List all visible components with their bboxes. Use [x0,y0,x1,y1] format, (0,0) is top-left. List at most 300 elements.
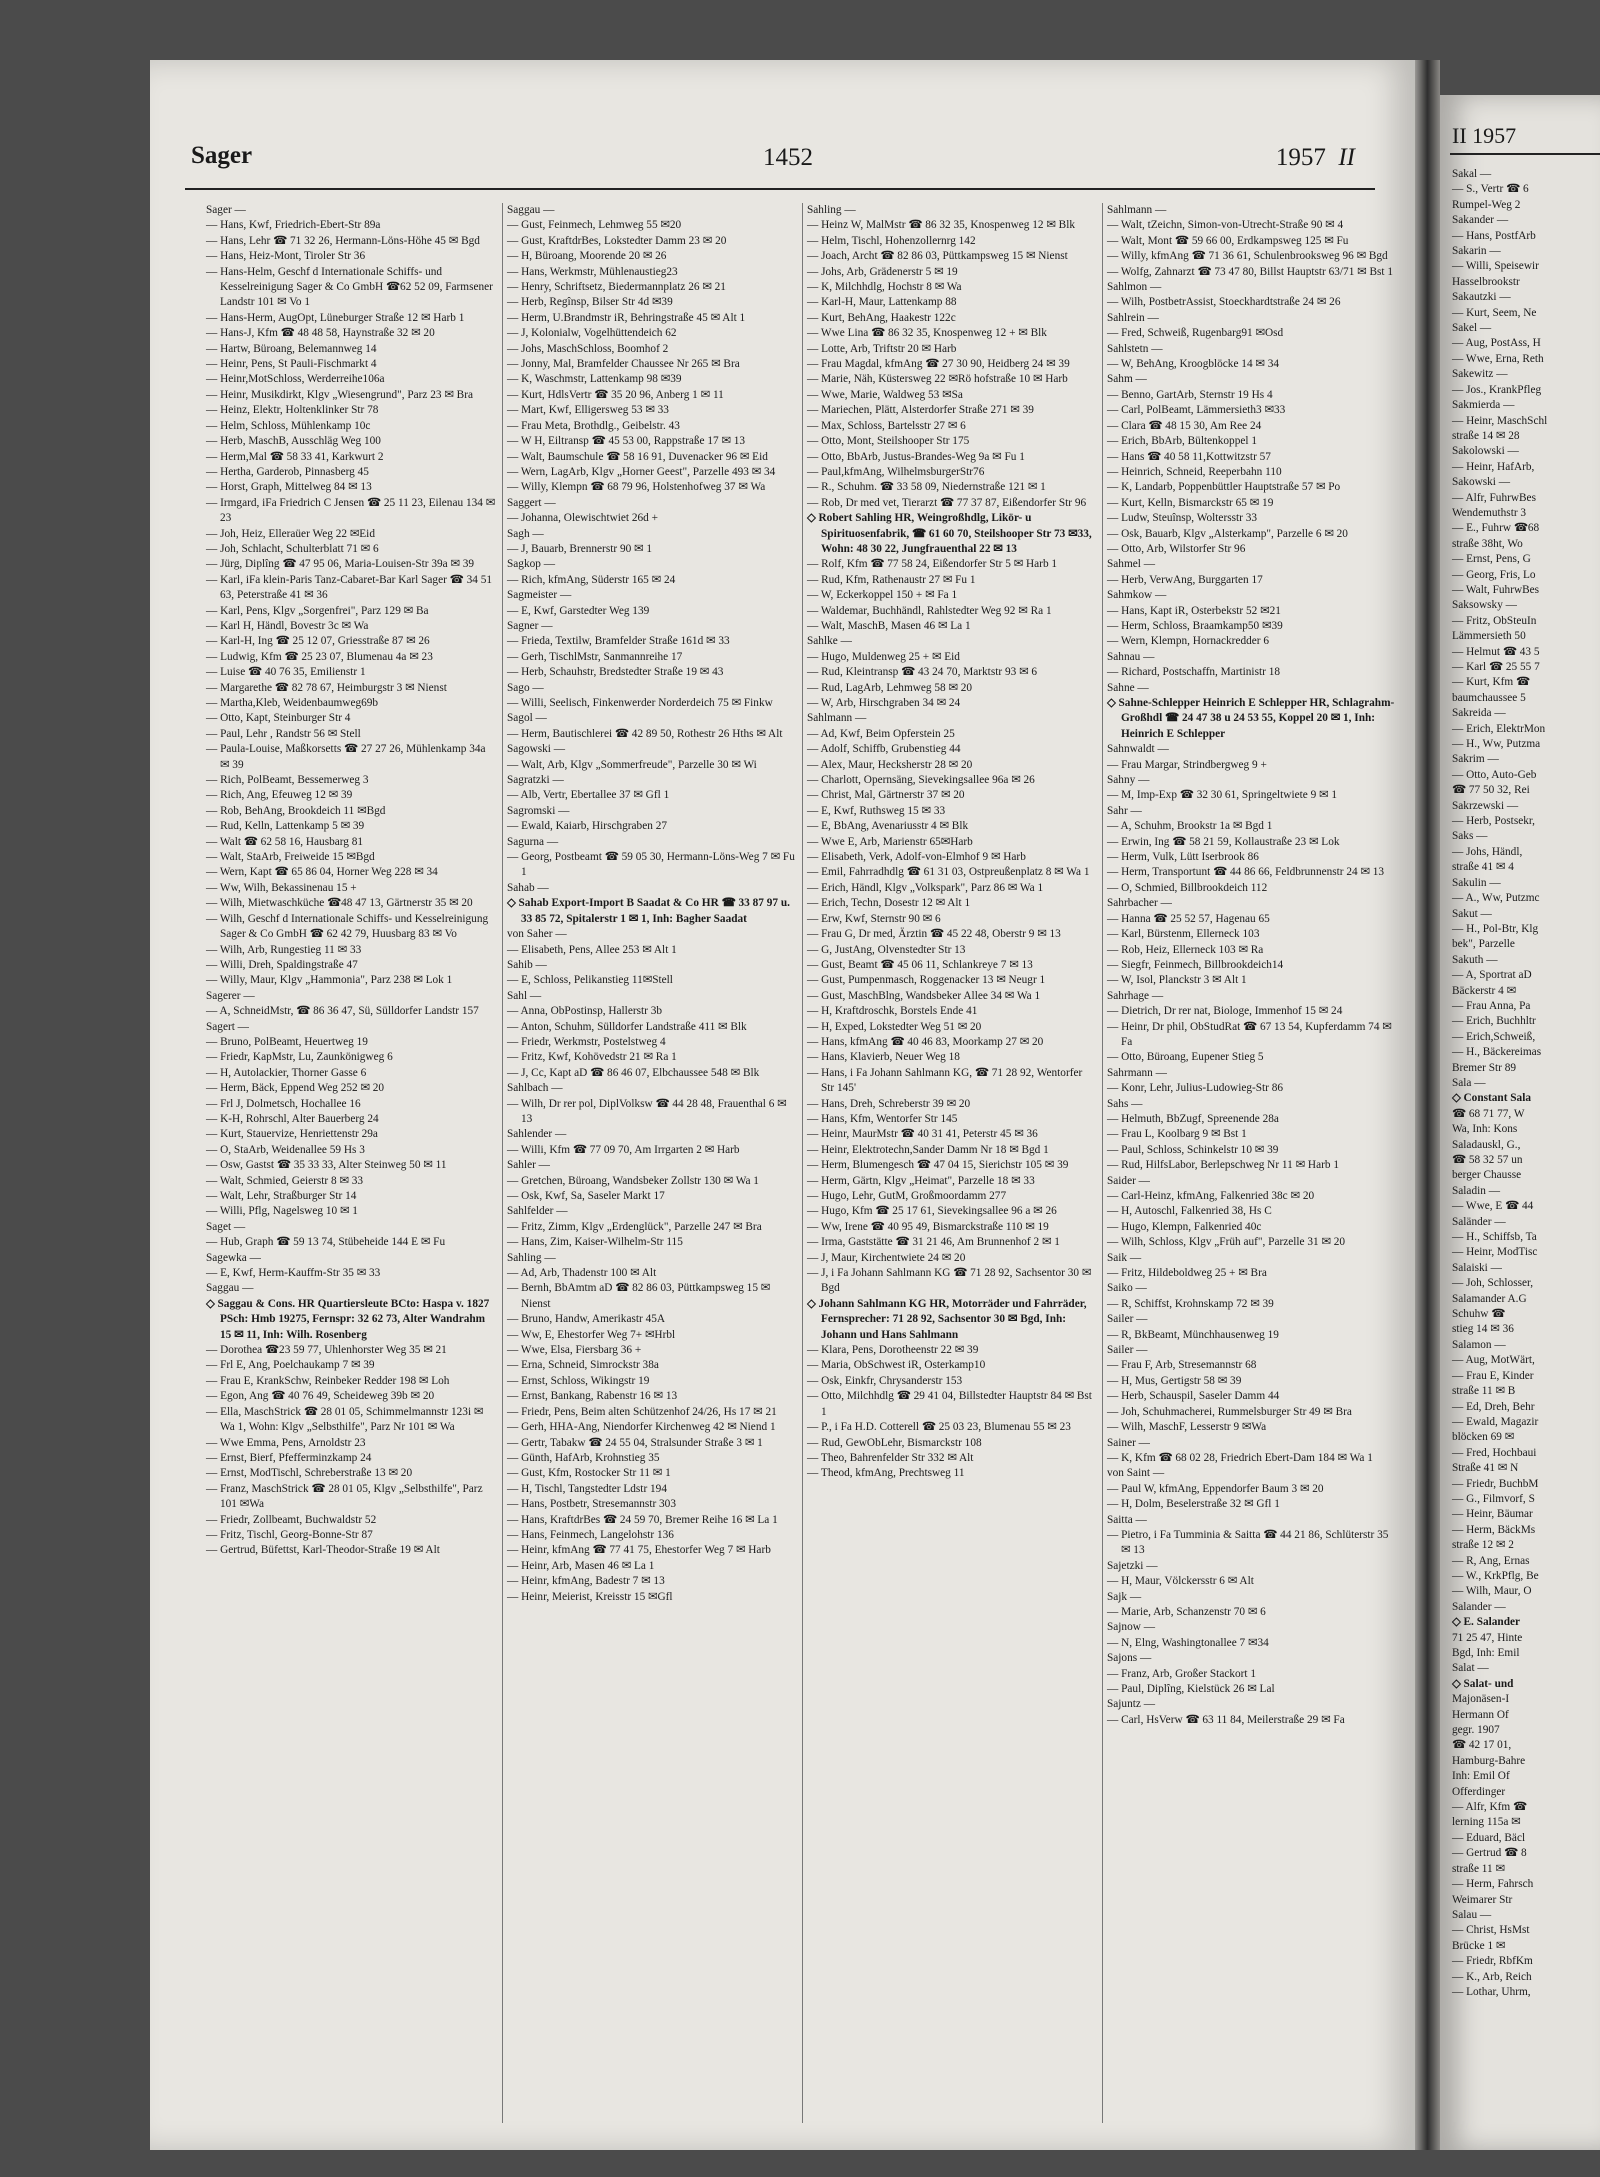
directory-entry: — Kurt, Seem, Ne [1452,306,1537,319]
directory-entry: — Hans, Kapt iR, Osterbekstr 52 ✉21 [1107,604,1281,617]
directory-entry: — Osk, Einkfr, Chrysanderstr 153 [807,1374,963,1387]
directory-entry: — Frau Magdal, kfmAng ☎ 27 30 90, Heidberg 24 ✉ 39 [807,358,1070,371]
directory-entry: von Saher — [507,928,567,941]
directory-entry: — Walt, Mont ☎ 59 66 00, Erdkampsweg 125 ✉ Fu [1107,234,1349,247]
directory-entry: — Eduard, Bäcl [1452,1831,1526,1844]
directory-entry: ◇ Sahab Export-Import B Saadat & Co HR ☎ 33 87 97 u. 33 85 72, Spitalerstr 1 ✉ 1, Inh: Bagher Saadat [507,897,790,925]
directory-entry: — Marie, Arb, Schanzenstr 70 ✉ 6 [1107,1605,1266,1618]
directory-entry: Sahlfelder — [507,1205,568,1218]
directory-entry: Brücke 1 ✉ [1452,1939,1506,1952]
directory-entry: Sakowski — [1452,476,1511,489]
directory-entry: — Wwe Lina ☎ 86 32 35, Knospenweg 12 + ✉ Blk [807,327,1047,340]
directory-entry: — E, Schloss, Pelikanstieg 11✉Stell [507,974,673,987]
directory-entry: Sahab — [507,881,549,894]
directory-entry: Sagowski — [507,743,566,756]
directory-entry: Sakel — [1452,322,1492,335]
directory-entry: — Hugo, Kfm ☎ 25 17 61, Sievekingsallee 96 a ✉ 26 [807,1205,1057,1218]
directory-entry: — K, Kfm ☎ 68 02 28, Friedrich Ebert-Dam 184 ✉ Wa 1 [1107,1451,1373,1464]
directory-entry: Sago — [507,681,544,694]
directory-entry: — Adolf, Schiffb, Grubenstieg 44 [807,743,961,756]
directory-entry: — Ernst, Bierf, Pfefferminzkamp 24 [206,1451,372,1464]
directory-entry: Sahr — [1107,804,1142,817]
directory-entry: Sahler — [507,1159,550,1172]
directory-entry: — Hans, Werkmstr, Mühlenaustieg23 [507,265,678,278]
directory-entry: Sagkop — [507,558,556,571]
directory-entry: — R, Ang, Ernas [1452,1554,1530,1567]
directory-entry: — Anna, ObPostinsp, Hallerstr 3b [507,1005,663,1018]
directory-entry: — Jonny, Mal, Bramfelder Chaussee Nr 265 ✉ Bra [507,358,740,371]
directory-entry: — Walt, Lehr, Straßburger Str 14 [206,1190,357,1202]
directory-entry: Sahnwaldt — [1107,743,1169,756]
directory-entry: Sahlmann — [1107,204,1167,216]
directory-entry: straße 14 ✉ 28 [1452,429,1520,442]
directory-entry: Sakarin — [1452,245,1501,258]
directory-entry: — Herm, Schloss, Braamkamp50 ✉39 [1107,619,1283,632]
directory-entry: — Rud, Kleintransp ☎ 43 24 70, Marktstr 93 ✉ 6 [807,666,1038,679]
directory-entry: — Herm, Blumengesch ☎ 47 04 15, Sierichstr 105 ✉ 39 [807,1159,1069,1172]
directory-entry: — Konr, Lehr, Julius-Ludowieg-Str 86 [1107,1082,1284,1095]
directory-entry: — Paul,kfmAng, WilhelmsburgerStr76 [807,465,985,478]
directory-entry: — Gust, Pumpenmasch, Roggenacker 13 ✉ Neugr 1 [807,974,1046,987]
directory-entry: Sakut — [1452,907,1492,920]
directory-entry: — Rob, BehAng, Brookdeich 11 ✉Bgd [206,804,386,817]
directory-entry: Hamburg-Bahre [1452,1754,1526,1767]
directory-entry: Salau — [1452,1908,1492,1921]
directory-entry: — Hanna ☎ 25 52 57, Hagenau 65 [1107,912,1270,925]
directory-entry: ☎ 42 17 01, [1452,1739,1512,1752]
directory-entry: — Hugo, Klempn, Falkenried 40c [1107,1220,1262,1233]
directory-entry: — Kurt, Stauervize, Henriettenstr 29a [206,1128,378,1141]
directory-entry: — Wilh, Maur, O [1452,1585,1532,1598]
directory-entry: — H, Tischl, Tangstedter Ldstr 194 [507,1482,667,1495]
directory-entry: — Rich, Ang, Efeuweg 12 ✉ 39 [206,789,353,802]
directory-entry: — Richard, Postschaffn, Martinistr 18 [1107,666,1280,679]
directory-entry: — Carl-Heinz, kfmAng, Falkenried 38c ✉ 20 [1107,1190,1315,1202]
directory-entry: Lämmersieth 50 [1452,630,1526,643]
directory-entry: — E, Kwf, Ruthsweg 15 ✉ 33 [807,804,946,817]
directory-entry: — Bruno, Handw, Amerikastr 45A [507,1313,666,1326]
directory-entry: Sahmel — [1107,558,1156,571]
directory-entry: — Heinr, Dr phil, ObStudRat ☎ 67 13 54, Kupferdamm 74 ✉ Fa [1107,1020,1392,1048]
directory-entry: — Ernst, Pens, G [1452,553,1531,566]
directory-entry: Sakolowski — [1452,445,1519,458]
directory-entry: Sagewka — [206,1251,261,1264]
directory-entry: — Henry, Schriftsetz, Biedermannplatz 26 ✉ 21 [507,281,726,294]
directory-entry: — Theod, kfmAng, Prechtsweg 11 [807,1467,965,1480]
directory-entry: — H, Kraftdroschk, Borstels Ende 41 [807,1005,978,1018]
directory-entry: — Willy, Maur, Klgv „Hammonia", Parz 238 ✉ Lok 1 [206,974,453,987]
directory-entry: — Franz, MaschStrick ☎ 28 01 05, Klgv „Selbsthilfe", Parz 101 ✉Wa [206,1482,483,1511]
directory-entry: — Helmuth, BbZugf, Spreenende 28a [1107,1112,1279,1125]
directory-entry: Sahrhage — [1107,989,1164,1002]
directory-entry: Sagratzki — [507,774,564,787]
directory-entry: — Herm, BäckMs [1452,1523,1536,1536]
directory-entry: — Hans, Postbetr, Stresemannstr 303 [507,1498,676,1511]
directory-entry: — Erich, Buchhltr [1452,1015,1536,1028]
directory-entry: — Alfr, Kfm ☎ [1452,1801,1528,1814]
directory-entry: — Friedr, Zollbeamt, Buchwaldstr 52 [206,1513,377,1526]
directory-entry: — W, Isol, Planckstr 3 ✉ Alt 1 [1107,974,1247,987]
directory-entry: — Ella, MaschStrick ☎ 28 01 05, Schimmelmannstr 123i ✉ Wa 1, Wohn: Klgv „Selbsthilfe", Parz Nr 101 ✉ Wa [206,1405,484,1434]
directory-entry: — Heinr, Meierist, Kreisstr 15 ✉Gfl [507,1590,673,1603]
directory-entry: Sajons — [1107,1652,1152,1665]
directory-entry: Sahling — [507,1251,556,1264]
directory-entry: — Bernh, BbAmtm aD ☎ 82 86 03, Püttkampsweg 15 ✉ Nienst [507,1282,771,1310]
directory-entry: — Ad, Arb, Thadenstr 100 ✉ Alt [507,1267,657,1280]
directory-entry: Sagmeister — [507,589,572,602]
directory-entry: — Herb, Postsekr, [1452,815,1536,828]
directory-entry: Sahlstetn — [1107,342,1163,355]
directory-entry: Saiko — [1107,1282,1147,1295]
directory-entry: Sagromski — [507,804,570,817]
directory-entry: — Herm, Bäck, Eppend Weg 252 ✉ 20 [206,1082,385,1095]
directory-entry: Sahlmon — [1107,281,1162,294]
directory-entry: Sahlrein — [1107,311,1159,324]
directory-entry: — Johs, Arb, Grädenerstr 5 ✉ 19 [807,265,958,278]
directory-entry: — Jürg, Diplîng ☎ 47 95 06, Maria-Louisen-Str 39a ✉ 39 [206,558,475,571]
directory-entry: — Carl, HsVerw ☎ 63 11 84, Meilerstraße 29 ✉ Fa [1107,1713,1345,1726]
directory-entry: Straße 41 ✉ N [1452,1462,1519,1475]
directory-entry: — Wilh, PostbetrAssist, Stoeckhardtstraße 24 ✉ 26 [1107,296,1341,309]
directory-entry: — Fred, Hochbaui [1452,1446,1537,1459]
directory-entry: — Karl, Pens, Klgv „Sorgenfrei", Parz 129 ✉ Ba [206,604,429,617]
directory-entry: — Paula-Louise, Maßkorsetts ☎ 27 27 26, Mühlenkamp 34a ✉ 39 [206,743,486,771]
directory-entry: straße 11 ✉ B [1452,1385,1516,1398]
directory-entry: — Frieda, Textilw, Bramfelder Straße 161d ✉ 33 [507,635,730,648]
directory-entry: Saladin — [1452,1184,1501,1197]
directory-entry: — Ed, Dreh, Behr [1452,1400,1535,1413]
directory-entry: — Helm, Schloss, Mühlenkamp 10c [206,419,371,432]
directory-entry: — Bruno, PolBeamt, Heuertweg 19 [206,1035,368,1048]
page-header-year: 1957 II [1275,144,1355,171]
directory-entry: — Karl-H, Ing ☎ 25 12 07, Griesstraße 87 ✉ 26 [206,635,430,648]
directory-entry: — Gerh, HHA-Ang, Niendorfer Kirchenweg 42 ✉ Niend 1 [507,1421,776,1434]
directory-entry: Sainer — [1107,1436,1150,1449]
directory-entry: — Alb, Vertr, Ebertallee 37 ✉ Gfl 1 [507,789,670,802]
directory-entry: Sakander — [1452,214,1509,227]
directory-entry: — Heinr, ModTisc [1452,1246,1538,1259]
directory-entry: — Hans, Klavierb, Neuer Weg 18 [807,1051,960,1064]
book-gutter [1415,60,1440,2150]
directory-entry: — G., Filmvorf, S [1452,1492,1535,1505]
directory-entry: — Ernst, ModTischl, Schreberstraße 13 ✉ 20 [206,1467,413,1480]
directory-entry: — Otto, Büroang, Eupener Stieg 5 [1107,1051,1264,1064]
directory-entry: — Herb, VerwAng, Burggarten 17 [1107,573,1263,586]
page-header [175,142,1385,186]
directory-entry: — Benno, GartArb, Sternstr 19 Hs 4 [1107,388,1273,401]
directory-entry: — Dietrich, Dr rer nat, Biologe, Immenhof 15 ✉ 24 [1107,1005,1343,1018]
directory-entry: — Wwe Emma, Pens, Arnoldstr 23 [206,1436,366,1449]
directory-entry: — H, Autolackier, Thorner Gasse 6 [206,1066,367,1079]
directory-entry: Sahny — [1107,774,1150,787]
directory-entry: — Hans, Feinmech, Langelohstr 136 [507,1528,674,1541]
directory-entry: Sailer — [1107,1344,1148,1357]
directory-entry: Sahm — [1107,373,1147,386]
directory-entry: — Otto, Mont, Steilshooper Str 175 [807,435,970,448]
directory-entry: — Ernst, Schloss, Wikingstr 19 [507,1374,650,1387]
directory-entry: — Alfr, FuhrwBes [1452,491,1536,504]
directory-entry: — Karl-H, Maur, Lattenkamp 88 [807,296,957,309]
directory-entry: — E, BbAng, Avenariusstr 4 ✉ Blk [807,820,969,833]
directory-entry: — H, Maur, Völckersstr 6 ✉ Alt [1107,1575,1254,1588]
directory-entry: — Siegfr, Feinmech, Billbrookdeich14 [1107,958,1284,971]
directory-entry: — Heinr, Pens, St Pauli-Fischmarkt 4 [206,358,377,371]
directory-entry: — Erich,Schweiß, [1452,1030,1536,1043]
directory-entry: — Willy, Klempn ☎ 68 79 96, Holstenhofweg 37 ✉ Wa [507,481,766,494]
directory-entry: — H., Bäckereimas [1452,1046,1542,1059]
directory-entry: Sahrbacher — [1107,897,1172,910]
directory-entry: — Willy, kfmAng ☎ 71 36 61, Schulenbrooksweg 96 ✉ Bgd [1107,250,1388,263]
directory-entry: Sahrmann — [1107,1066,1167,1079]
right-page-header: II 1957 [1452,123,1517,148]
directory-entry: Bgd, Inh: Emil [1452,1647,1520,1659]
directory-entry: — Erwin, Ing ☎ 58 21 59, Kollaustraße 23 ✉ Lok [1107,835,1340,848]
directory-entry: — Irmgard, iFa Friedrich C Jensen ☎ 25 11 23, Eilenau 134 ✉ 23 [206,496,496,525]
directory-entry: — Gust, Kfm, Rostocker Str 11 ✉ 1 [507,1467,671,1480]
directory-entry: — Wilh, MaschF, Lesserstr 9 ✉Wa [1107,1421,1267,1434]
directory-entry: — Gertrud, Büfettst, Karl-Theodor-Straße 19 ✉ Alt [206,1544,440,1557]
directory-entry: — Paul W, kfmAng, Eppendorfer Baum 3 ✉ 20 [1107,1482,1324,1495]
directory-entry: — Gertrud ☎ 8 [1452,1847,1527,1860]
directory-entry: — Wolfg, Zahnarzt ☎ 73 47 80, Billst Hauptstr 63/71 ✉ Bst 1 [1107,265,1393,278]
directory-page-left [150,60,1415,2150]
directory-entry: — J, i Fa Johann Sahlmann KG ☎ 71 28 92, Sachsentor 30 ✉ Bgd [807,1267,1092,1295]
directory-entry: — Hans, i Fa Johann Sahlmann KG, ☎ 71 28 92, Wentorfer Str 145' [807,1066,1083,1095]
directory-entry: — Otto, BbArb, Justus-Brandes-Weg 9a ✉ Fu 1 [807,450,1025,463]
directory-entry: — Walt, Arb, Klgv „Sommerfreude", Parzelle 30 ✉ Wi [507,758,757,771]
directory-entry: — Joh, Schlacht, Schulterblatt 71 ✉ 6 [206,542,379,555]
directory-entry: — Walt, tZeichn, Simon-von-Utrecht-Straße 90 ✉ 4 [1107,219,1344,232]
directory-entry: — Frau Margar, Strindbergweg 9 + [1107,758,1267,771]
directory-entry: — Frau Anna, Pa [1452,999,1531,1012]
directory-entry: — S., Vertr ☎ 6 [1452,183,1529,196]
directory-entry: — Ludwig, Kfm ☎ 25 23 07, Blumenau 4a ✉ 23 [206,650,433,663]
directory-entry: — E, Kwf, Garstedter Weg 139 [507,604,650,617]
directory-entry: — Erich, Händl, Klgv „Volkspark", Parz 86 ✉ Wa 1 [807,881,1044,894]
directory-entry: — A, Schuhm, Brookstr 1a ✉ Bgd 1 [1107,820,1273,833]
directory-entry: — Max, Schloss, Bartelsstr 27 ✉ 6 [807,419,966,432]
directory-entry: Sajetzki — [1107,1559,1158,1572]
directory-entry: Sagurna — [507,835,559,848]
directory-entry: — Heinr, MaurMstr ☎ 40 31 41, Peterstr 45 ✉ 36 [807,1128,1038,1141]
directory-entry: — Frl E, Ang, Poelchaukamp 7 ✉ 39 [206,1359,375,1372]
directory-page-right [1440,95,1600,2150]
directory-entry: — Luise ☎ 40 76 35, Emilienstr 1 [206,666,366,679]
directory-entry: — Wern, Kapt ☎ 65 86 04, Horner Weg 228 ✉ 34 [206,866,438,879]
directory-entry: — Otto, Auto-Geb [1452,768,1537,781]
directory-entry: Sager — [206,204,246,216]
directory-entry: Sagert — [206,1020,249,1033]
directory-entry: — Gerh, TischlMstr, Sanmannreihe 17 [507,650,683,663]
directory-entry: — Willi, Seelisch, Finkenwerder Norderdeich 75 ✉ Finkw [507,697,773,709]
directory-entry: — Erich, ElektrMon [1452,722,1546,735]
directory-entry: — E, Kwf, Herm-Kauffm-Str 35 ✉ 33 [206,1267,381,1280]
directory-entry: — Erich, Techn, Dosestr 12 ✉ Alt 1 [807,897,971,910]
directory-entry: Salat — [1452,1662,1489,1675]
directory-entry: — R, BkBeamt, Münchhausenweg 19 [1107,1328,1279,1341]
directory-entry: — Walt, MaschB, Masen 46 ✉ La 1 [807,619,971,632]
directory-entry: Sala — [1452,1076,1486,1089]
directory-entry: straße 41 ✉ 4 [1452,861,1514,874]
directory-entry: — Kurt, HdlsVertr ☎ 35 20 96, Anberg 1 ✉ 11 [507,388,724,401]
directory-entry: — Walt ☎ 62 58 16, Hausbarg 81 [206,835,364,848]
directory-entry: — Walt, Baumschule ☎ 58 16 91, Duvenacker 96 ✉ Eid [507,450,768,463]
directory-entry: — Karl H, Händl, Bovestr 3c ✉ Wa [206,619,369,632]
directory-entry: — Rob, Heiz, Ellerneck 103 ✉ Ra [1107,943,1264,956]
directory-entry: — Hans, Kwf, Friedrich-Ebert-Str 89a [206,219,381,232]
directory-entry: — Osk, Bauarb, Klgv „Alsterkamp", Parzelle 6 ✉ 20 [1107,527,1348,540]
directory-entry: — Herm, Fahrsch [1452,1878,1534,1891]
directory-entry: — K-H, Rohrschl, Alter Bauerberg 24 [206,1112,379,1125]
directory-entry: — H, Exped, Lokstedter Weg 51 ✉ 20 [807,1020,982,1033]
directory-entry: — Herm, U.Brandmstr iR, Behringstraße 45 ✉ Alt 1 [507,311,746,324]
directory-entry: — Fritz, Hildeboldweg 25 + ✉ Bra [1107,1267,1267,1280]
directory-entry: — Herb, Schauhstr, Bredstedter Straße 19 ✉ 43 [507,666,724,679]
directory-entry: — Franz, Arb, Großer Stackort 1 [1107,1667,1257,1680]
directory-entry: — Herm,Mal ☎ 58 33 41, Karkwurt 2 [206,450,384,463]
directory-entry: — Fritz, ObSteuIn [1452,614,1537,627]
directory-entry: Salamander A.G [1452,1292,1527,1305]
directory-entry: — Heinr, Bäumar [1452,1508,1533,1521]
directory-entry: — H., Ww, Putzma [1452,738,1541,751]
directory-entry: ☎ 58 32 57 un [1452,1154,1523,1166]
directory-entry: — Herb, MaschB, Ausschläg Weg 100 [206,435,381,448]
directory-entry: Sahnau — [1107,650,1155,663]
directory-entry: Sajuntz — [1107,1698,1156,1711]
directory-entry: lerning 115a ✉ [1452,1816,1521,1829]
directory-entry: — Hans-Helm, Geschf d Internationale Schiffs- und Kesselreinigung Sager & Co GmbH ☎62 52 09, Farmsener Landstr 101 ✉ Vo 1 [206,265,493,309]
directory-entry: — Helm, Tischl, Hohenzollernrg 142 [807,234,976,247]
directory-entry: — Osw, Gastst ☎ 35 33 33, Alter Steinweg 50 ✉ 11 [206,1159,447,1172]
directory-entry: — W, Arb, Hirschgraben 34 ✉ 24 [807,697,961,709]
directory-entry: — Hub, Graph ☎ 59 13 74, Stübeheide 144 E ✉ Fu [206,1236,446,1249]
directory-entry: — A., Ww, Putzmc [1452,892,1540,905]
directory-entry: — Clara ☎ 48 15 30, Am Ree 24 [1107,419,1262,432]
directory-entry: — Erw, Kwf, Sternstr 90 ✉ 6 [807,912,941,925]
directory-entry: — Herm, Bautischlerei ☎ 42 89 50, Rothestr 26 Hths ✉ Alt [507,727,783,740]
directory-entry: Bäckerstr 4 ✉ [1452,984,1517,997]
directory-entry: — Walt, FuhrwBes [1452,583,1540,596]
directory-entry: Sahmkow — [1107,589,1167,602]
directory-entry: — Gust, KraftdrBes, Lokstedter Damm 23 ✉ 20 [507,234,727,247]
directory-entry: — N, Elng, Washingtonallee 7 ✉34 [1107,1636,1269,1649]
directory-entry: — Martha,Kleb, Weidenbaumweg69b [206,697,379,709]
directory-entry: — Frau F, Arb, Stresemannstr 68 [1107,1359,1257,1372]
directory-entry: Rumpel-Weg 2 [1452,198,1521,211]
directory-entry: — Wwe, Erna, Reth [1452,352,1544,365]
directory-entry: — Fred, Schweiß, Rugenbarg91 ✉Osd [1107,327,1284,340]
directory-entry: — O, Schmied, Billbrookdeich 112 [1107,881,1268,894]
directory-entry: von Saint — [1107,1467,1165,1480]
directory-entry: — Heinr, kfmAng ☎ 77 41 75, Ehestorfer Weg 7 ✉ Harb [507,1544,771,1557]
directory-entry: — G, JustAng, Olvenstedter Str 13 [807,943,966,956]
directory-entry: Sajk — [1107,1590,1142,1603]
directory-entry: Bremer Str 89 [1452,1061,1517,1074]
directory-entry: — O, StaArb, Weidenallee 59 Hs 3 [206,1143,365,1156]
directory-entry: ◇ Johann Sahlmann KG HR, Motorräder und Fahrräder, Fernsprecher: 71 28 92, Sachsentor 30 ✉ Bgd, Inh: Johann und Hans Sahlmann [807,1297,1087,1341]
directory-entry: Sailer — [1107,1313,1148,1326]
directory-entry: — Willi, Kfm ☎ 77 09 70, Am Irrgarten 2 ✉ Harb [507,1143,740,1156]
directory-entry: — Kurt, BehAng, Haakestr 122c [807,311,956,324]
directory-entry: — Ww, E, Ehestorfer Weg 7+ ✉Hrbl [507,1328,676,1341]
directory-entry: Sakuth — [1452,953,1498,966]
directory-entry: — Paul, Schloss, Schinkelstr 10 ✉ 39 [1107,1143,1279,1156]
directory-entry: Saik — [1107,1251,1142,1264]
directory-entry: — Lotte, Arb, Triftstr 20 ✉ Harb [807,342,957,355]
directory-entry: Sagol — [507,712,547,725]
directory-entry: — Wilh, Dr rer pol, DiplVolksw ☎ 44 28 48, Frauenthal 6 ✉ 13 [507,1097,787,1125]
directory-entry: — R., Schuhm. ☎ 33 58 09, Niedernstraße 121 ✉ 1 [807,481,1046,494]
directory-entry: — Horst, Graph, Mittelweg 84 ✉ 13 [206,481,372,494]
directory-entry: — Gust, Beamt ☎ 45 06 11, Schlankreye 7 ✉ 13 [807,958,1033,971]
directory-entry: — Willi, Speisewir [1452,260,1539,273]
directory-entry: Sagner — [507,619,553,632]
directory-entry: Sakmierda — [1452,399,1515,412]
directory-entry: — Theo, Bahrenfelder Str 332 ✉ Alt [807,1451,974,1464]
directory-entry: Sahs — [1107,1097,1143,1110]
directory-entry: — Herm, Vulk, Lütt Iserbrook 86 [1107,851,1259,864]
directory-entry: — Maria, ObSchwest iR, Osterkamp10 [807,1359,986,1372]
directory-entry: ◇ Constant Sala [1452,1092,1531,1105]
directory-entry: Sagh — [507,527,544,540]
directory-entry: Sahlke — [807,635,852,648]
directory-entry: — Fritz, Tischl, Georg-Bonne-Str 87 [206,1528,373,1541]
directory-entry: — Elisabeth, Verk, Adolf-von-Elmhof 9 ✉ Harb [807,851,1026,864]
directory-entry: — Hans-Herm, AugOpt, Lüneburger Straße 12 ✉ Harb 1 [206,311,465,324]
directory-entry: — Kurt, Kfm ☎ [1452,676,1531,689]
directory-entry: — Ewald, Magazir [1452,1415,1539,1428]
directory-entry: — Otto, Arb, Wilstorfer Str 96 [1107,542,1246,555]
directory-entry: Saitta — [1107,1513,1147,1526]
directory-entry: — Hans, kfmAng ☎ 40 46 83, Moorkamp 27 ✉ 20 [807,1035,1044,1048]
directory-entry: — Wwe, E ☎ 44 [1452,1200,1534,1213]
directory-entry: — K., Arb, Reich [1452,1970,1532,1983]
directory-entry: — R, Schiffst, Krohnskamp 72 ✉ 39 [1107,1297,1274,1310]
directory-entry: ☎ 68 71 77, W [1452,1107,1525,1120]
directory-entry: bek", Parzelle [1452,938,1515,951]
directory-entry: — Carl, PolBeamt, Lämmersieth3 ✉33 [1107,404,1286,417]
directory-entry: — Gust, Feinmech, Lehmweg 55 ✉20 [507,219,682,232]
directory-entry: Saks — [1452,830,1488,843]
directory-entry: — Heinr, MaschSchl [1452,414,1548,427]
directory-entry: Sagerer — [206,989,255,1002]
directory-entry: — Frau L, Koolbarg 9 ✉ Bst 1 [1107,1128,1247,1141]
directory-entry: ◇ E. Salander [1452,1616,1521,1629]
directory-entry: straße 38ht, Wo [1452,537,1523,550]
directory-entry: — Waldemar, Buchhändl, Rahlstedter Weg 92 ✉ Ra 1 [807,604,1052,617]
directory-entry: — A, Sportrat aD [1452,969,1532,982]
directory-entry: — Hans ☎ 40 58 11,Kottwitzstr 57 [1107,450,1271,463]
directory-entry: Sakrzewski — [1452,799,1519,812]
directory-entry: Sakulin — [1452,876,1501,889]
directory-entry: Sahlender — [507,1128,567,1141]
directory-entry: — Frau G, Dr med, Ärztin ☎ 45 22 48, Oberstr 9 ✉ 13 [807,928,1061,941]
directory-entry: — Günth, HafArb, Krohnstieg 35 [507,1451,660,1464]
directory-entry: — Hans, Heiz-Mont, Tiroler Str 36 [206,250,366,263]
directory-entry: — Joh, Schuhmacherei, Rummelsburger Str 49 ✉ Bra [1107,1405,1352,1418]
directory-entry: — Helmut ☎ 43 5 [1452,645,1540,658]
directory-entry: — Heinz W, MalMstr ☎ 86 32 35, Knospenweg 12 ✉ Blk [807,219,1075,232]
directory-entry: Weimarer Str [1452,1893,1513,1906]
directory-entry: straße 12 ✉ 2 [1452,1539,1514,1552]
directory-entry: — Gretchen, Büroang, Wandsbeker Zollstr 130 ✉ Wa 1 [507,1174,759,1187]
right-header-rule [1450,153,1600,155]
directory-entry: — Rud, GewObLehr, Bismarckstr 108 [807,1436,982,1449]
directory-entry: — Frau E, KrankSchw, Reinbeker Redder 198 ✉ Loh [206,1374,450,1387]
directory-entry: — Alex, Maur, Hecksherstr 28 ✉ 20 [807,758,973,771]
directory-entry: Sakrim — [1452,753,1499,766]
directory-entry: — Gust, MaschBlng, Wandsbeker Allee 34 ✉ Wa 1 [807,989,1041,1002]
